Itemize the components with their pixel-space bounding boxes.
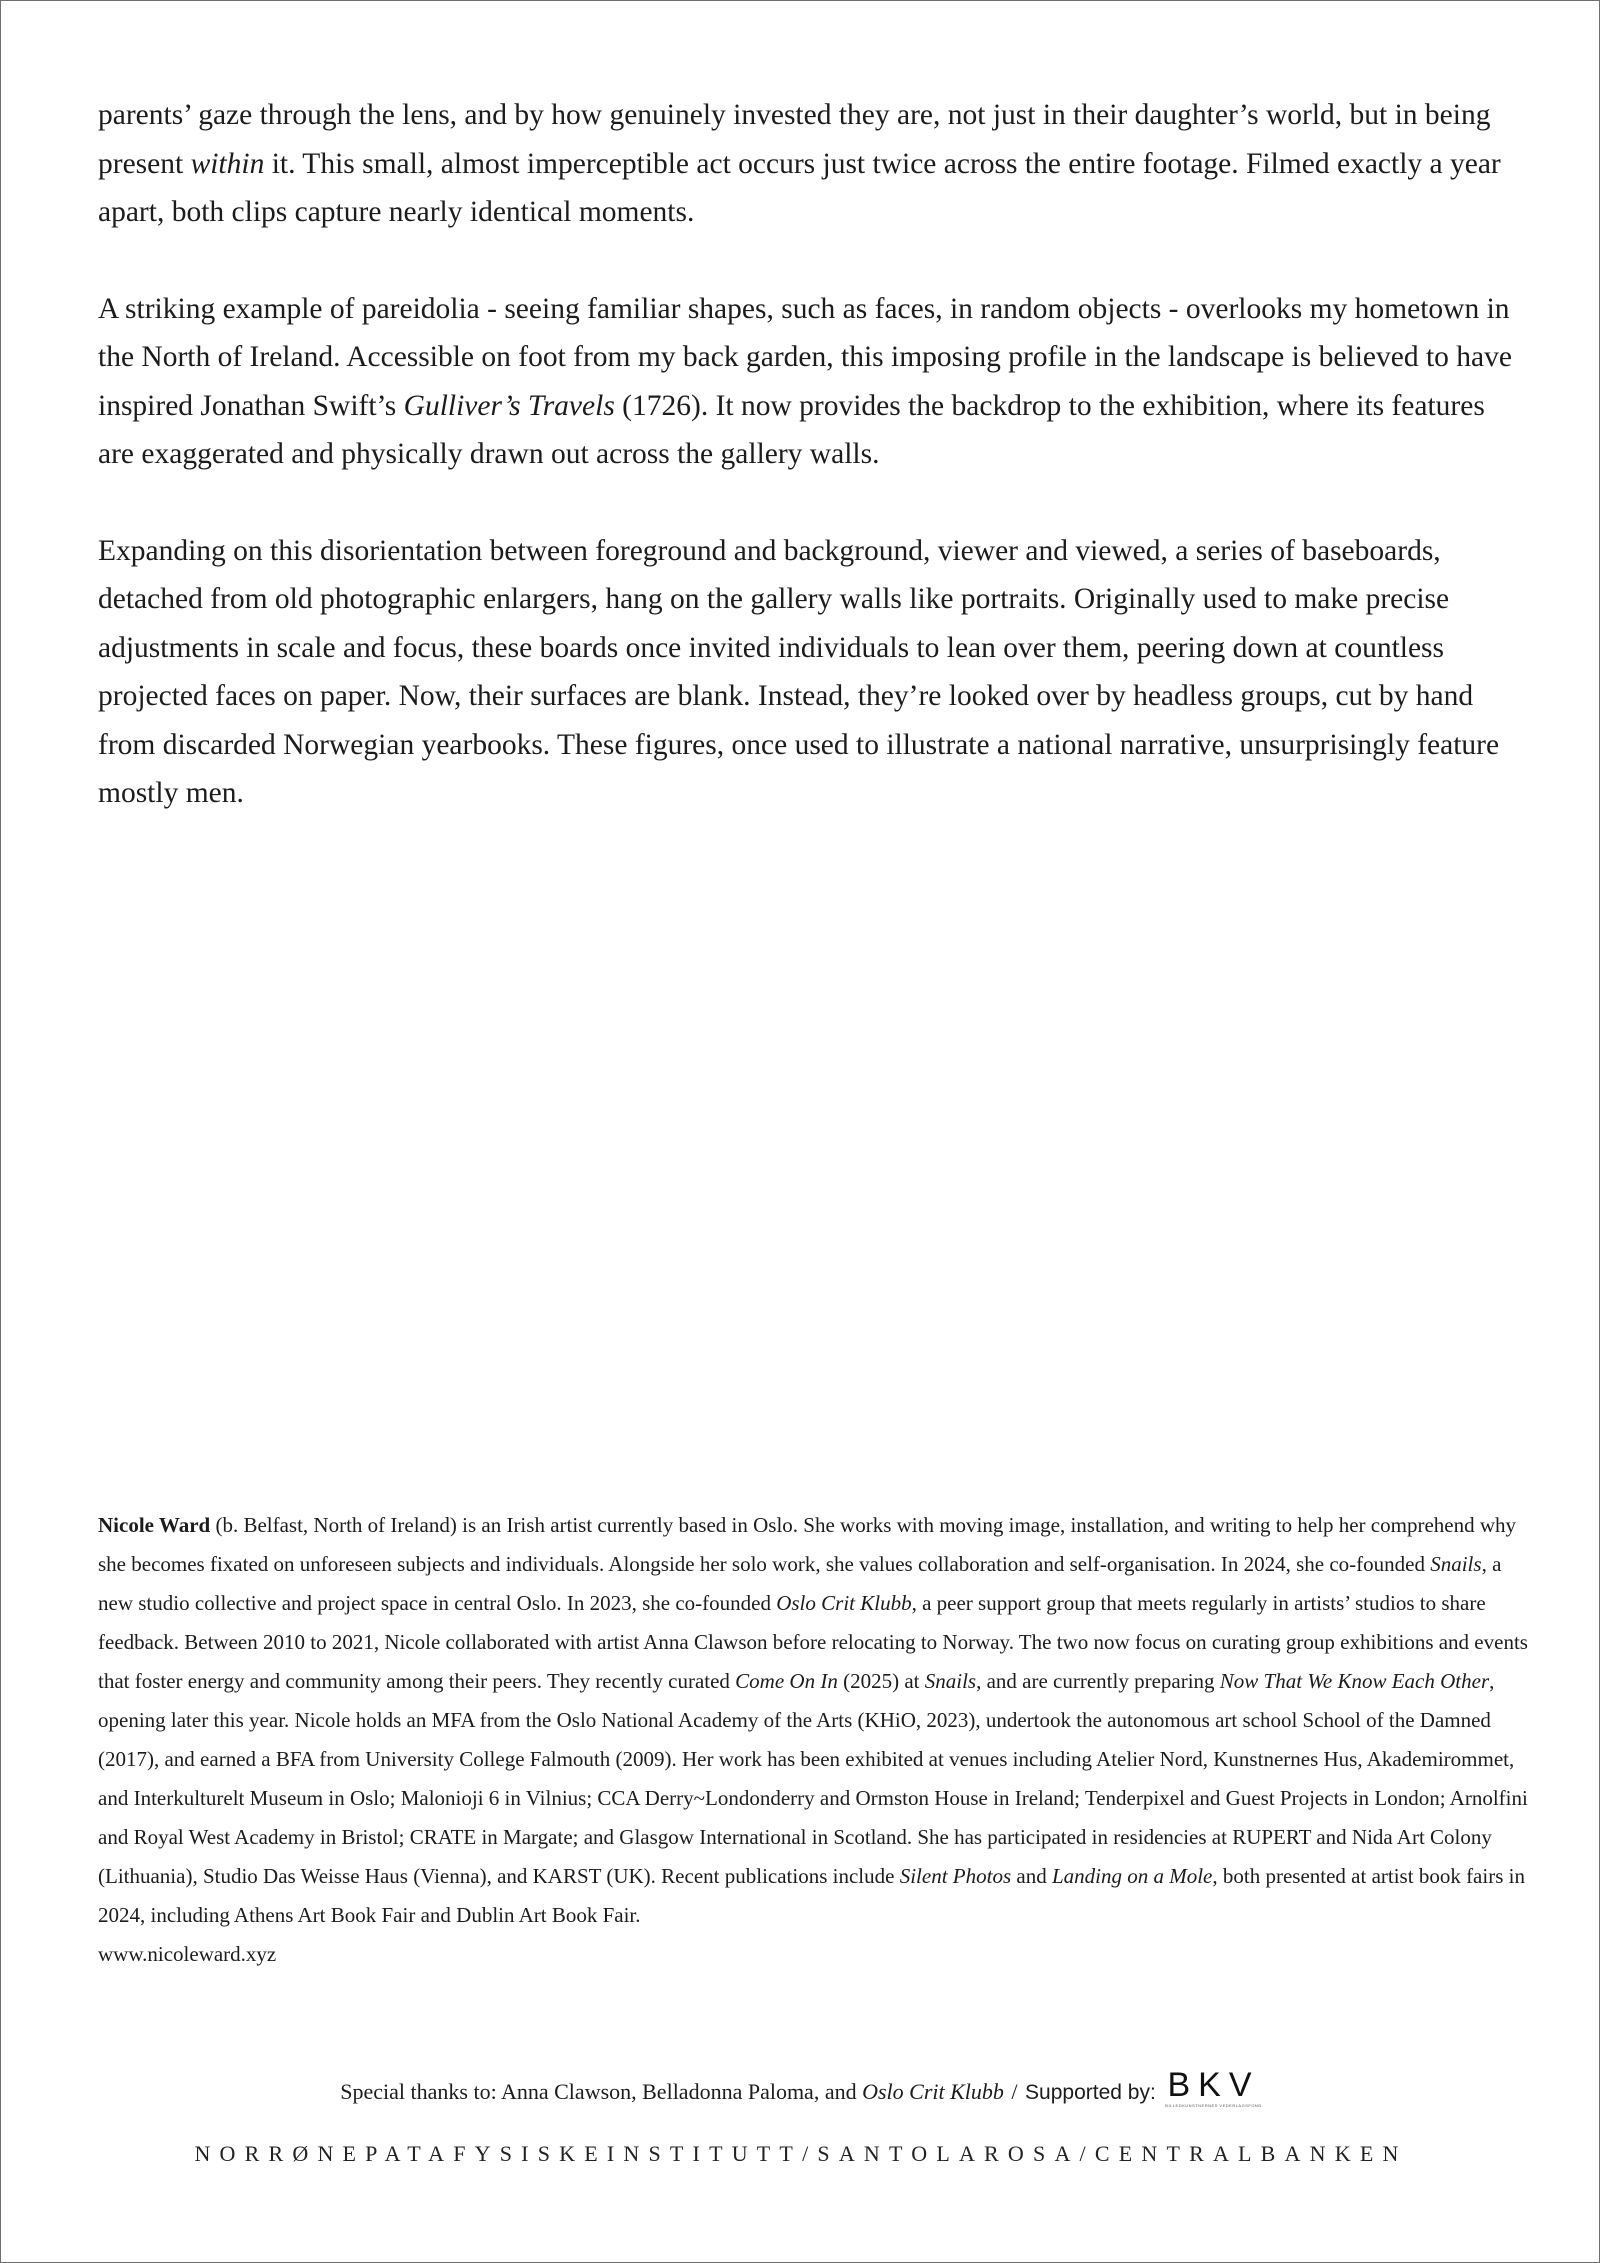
artist-name: Nicole Ward bbox=[98, 1513, 211, 1537]
paragraph-2: A striking example of pareidolia - seeing familiar shapes, such as faces, in random objects - overlooks my hometown in the North of Ireland. Accessible on foot from my back garden, this imposing profile in the landscape is believed to have inspired Jonathan Swift’s Gulliver’s Travels (1726). It now provides the backdrop to the exhibition, where its features are exaggerated and physically drawn out across the gallery walls. bbox=[98, 292, 1512, 470]
essay-text bbox=[98, 91, 1518, 866]
paragraph-1: parents’ gaze through the lens, and by how genuinely invested they are, not just in their daughter’s world, but in being present within it. This small, almost imperceptible act occurs just twice across the entire footage. Filmed exactly a year apart, both clips capture nearly identical moments. bbox=[98, 99, 1501, 228]
artist-website-link[interactable]: www.nicoleward.xyz bbox=[98, 1942, 277, 1966]
artist-bio bbox=[98, 1506, 1528, 1974]
special-thanks: Special thanks to: Anna Clawson, Belladonna Paloma, and Oslo Crit Klubb / Supported by: BKV BILLEDKUNSTNERNES VEDERLAGSFOND bbox=[340, 2066, 1262, 2108]
separator: / bbox=[1011, 2079, 1018, 2104]
bio-paragraph: Nicole Ward (b. Belfast, North of Ireland) is an Irish artist currently based in Oslo. She works with moving image, installation, and writing to help her comprehend why she becomes fixated on unforeseen subjects and individuals. Alongside her solo work, she values collaboration and self-organisation. In 2024, she co-founded Snails, a new studio collective and project space in central Oslo. In 2023, she co-founded Oslo Crit Klubb, a peer support group that meets regularly in artists’ studios to share feedback. Between 2010 to 2021, Nicole collaborated with artist Anna Clawson before relocating to Norway. The two now focus on curating group exhibitions and events that foster energy and community among their peers. They recently curated Come On In (2025) at Snails, and are currently preparing Now That We Know Each Other, opening later this year. Nicole holds an MFA from the Oslo National Academy of the Arts (KHiO, 2023), undertook the autonomous art school School of the Damned (2017), and earned a BFA from University College Falmouth (2009). Her work has been exhibited at venues including Atelier Nord, Kunstnernes Hus, Akademirommet, and Interkulturelt Museum in Oslo; Malonioji 6 in Vilnius; CCA Derry~Londonderry and Ormston House in Ireland; Tenderpixel and Guest Projects in London; Arnolfini and Royal West Academy in Bristol; CRATE in Margate; and Glasgow International in Scotland. She has participated in residencies at RUPERT and Nida Art Colony (Lithuania), Studio Das Weisse Haus (Vienna), and KARST (UK). Recent publications include Silent Photos and Landing on a Mole, both presented at artist book fairs in 2024, including Athens Art Book Fair and Dublin Art Book Fair. bbox=[98, 1513, 1528, 1927]
supported-by-label: Supported by: bbox=[1025, 2081, 1156, 2104]
partner-institutions: NORRØNEPATAFYSISKEINSTITUTT/SANTOLAROSA/CENTRALBANKEN bbox=[194, 2141, 1408, 2166]
paragraph-3: Expanding on this disorientation between foreground and background, viewer and viewed, a series of baseboards, detached from old photographic enlargers, hang on the gallery walls like portraits. Originally used to make precise adjustments in scale and focus, these boards once invited individuals to lean over them, peering down at countless projected faces on paper. Now, their surfaces are blank. Instead, they’re looked over by headless groups, cut by hand from discarded Norwegian yearbooks. These figures, once used to illustrate a national narrative, unsurprisingly feature mostly men. bbox=[98, 534, 1500, 809]
bkv-logo: BKV BILLEDKUNSTNERNES VEDERLAGSFOND bbox=[1165, 2066, 1262, 2108]
